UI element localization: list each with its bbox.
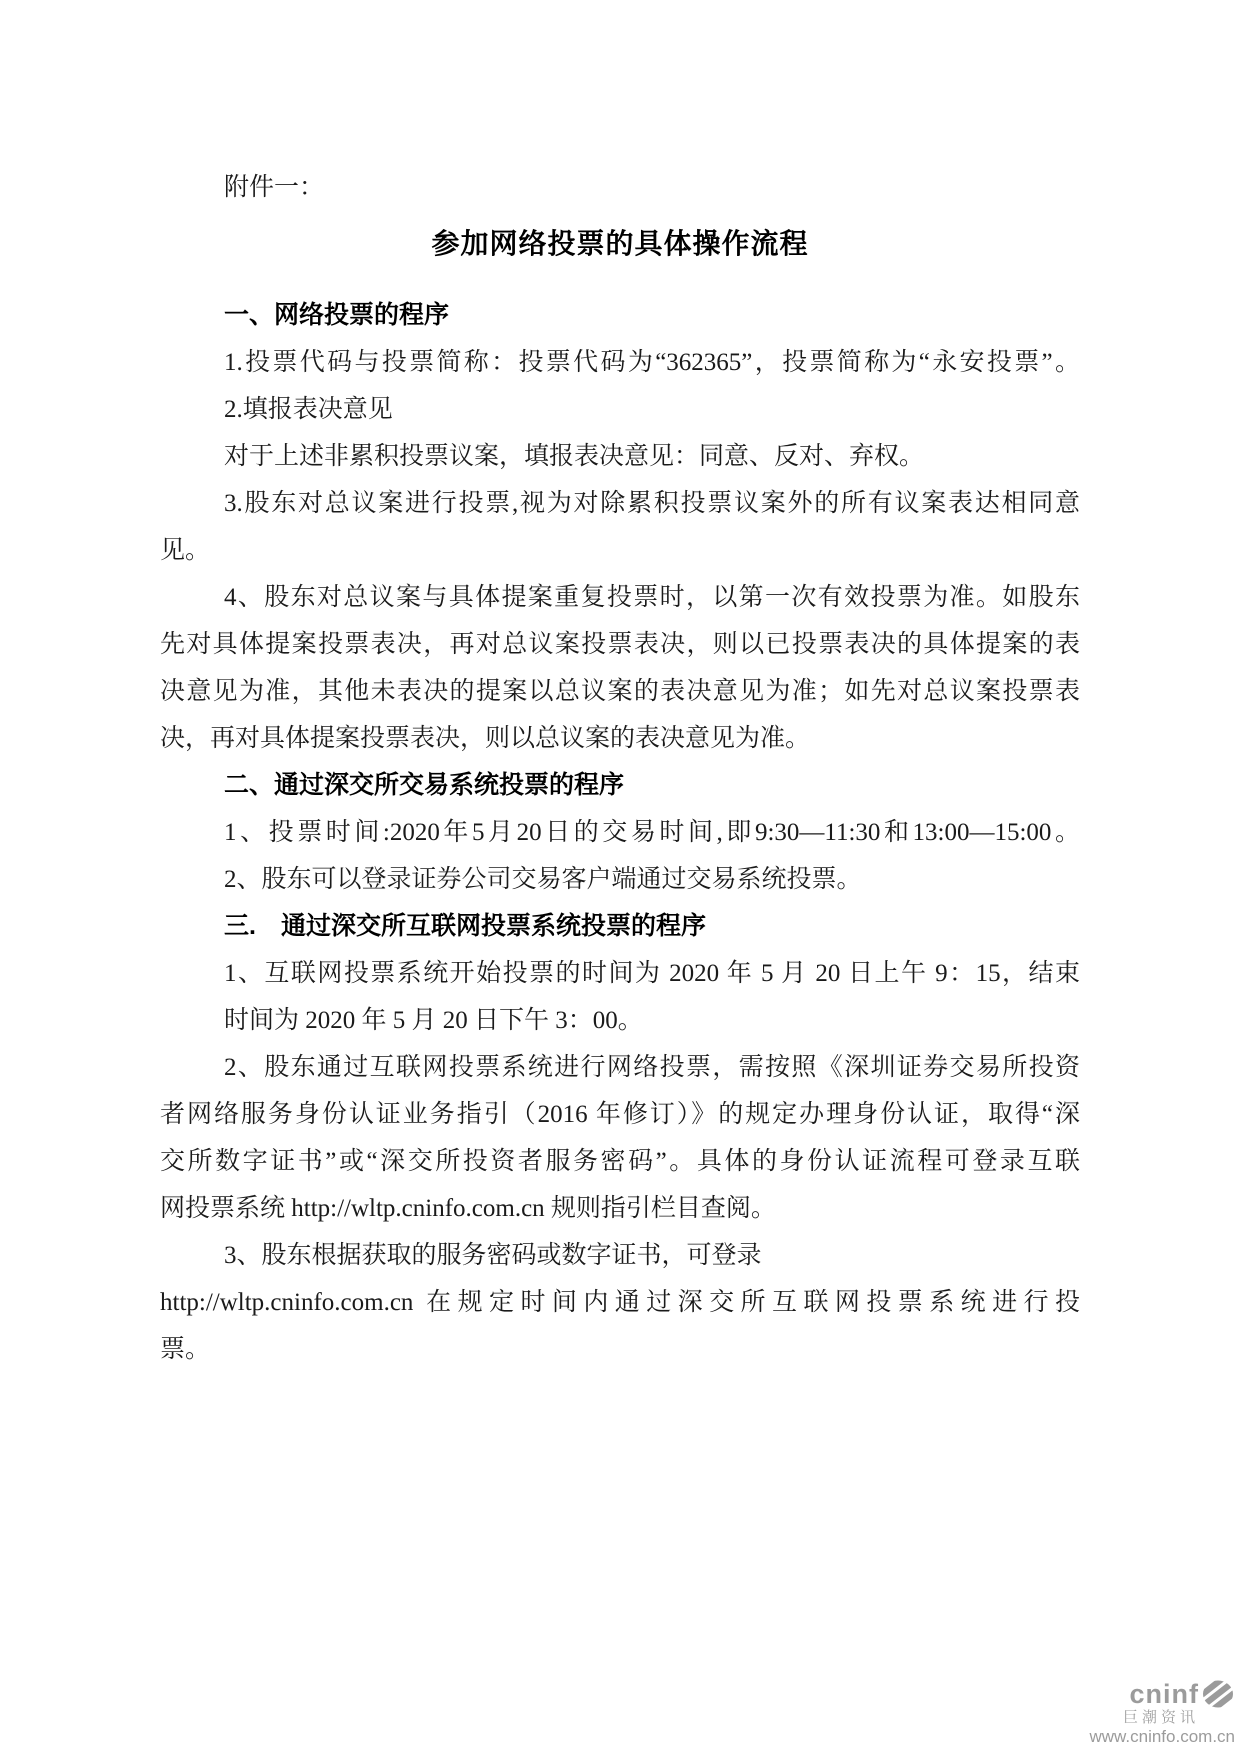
doc-line: 1、投票时间:2020年5月20日的交易时间,即9:30—11:30和13:00—15:00。 — [224, 819, 1080, 846]
section-heading-1: 一、网络投票的程序 — [224, 301, 450, 329]
cninfo-swirl-icon — [1201, 1679, 1235, 1709]
doc-line: 2、股东可以登录证券公司交易客户端通过交易系统投票。 — [224, 866, 862, 893]
document-body — [160, 292, 1080, 1373]
doc-line: 3、股东根据获取的服务密码或数字证书，可登录 — [224, 1242, 762, 1269]
doc-line: 见。 — [160, 537, 211, 564]
cninfo-url: www.cninfo.com.cn — [1089, 1727, 1235, 1747]
doc-line: 2、股东通过互联网投票系统进行网络投票，需按照《深圳证券交易所投资 — [224, 1054, 1080, 1081]
section-heading-3: 三. 通过深交所互联网投票系统投票的程序 — [224, 912, 706, 940]
doc-line: 1.投票代码与投票简称：投票代码为“362365”，投票简称为“永安投票”。 — [224, 349, 1080, 376]
doc-line: http://wltp.cninfo.com.cn 在规定时间内通过深交所互联网投票系统进行投 — [160, 1289, 1080, 1316]
doc-line: 先对具体提案投票表决，再对总议案投票表决，则以已投票表决的具体提案的表 — [160, 631, 1080, 658]
doc-line: 对于上述非累积投票议案，填报表决意见：同意、反对、弃权。 — [224, 443, 925, 470]
attachment-label: 附件一： — [224, 174, 325, 201]
cninfo-brand-text: cninf — [1129, 1679, 1199, 1710]
doc-line: 票。 — [160, 1336, 211, 1363]
cninfo-logo — [1015, 1679, 1235, 1746]
doc-line: 1、互联网投票系统开始投票的时间为 2020 年 5 月 20 日上午 9：15，结束 — [224, 960, 1080, 987]
doc-line: 者网络服务身份认证业务指引（2016 年修订）》的规定办理身份认证，取得“深 — [160, 1101, 1080, 1128]
doc-line: 决，再对具体提案投票表决，则以总议案的表决意见为准。 — [160, 725, 811, 752]
doc-line: 交所数字证书”或“深交所投资者服务密码”。具体的身份认证流程可登录互联 — [160, 1148, 1080, 1175]
section-heading-2: 二、通过深交所交易系统投票的程序 — [224, 771, 625, 799]
doc-line: 4、股东对总议案与具体提案重复投票时，以第一次有效投票为准。如股东 — [224, 584, 1080, 611]
cninfo-chinese-name: 巨潮资讯 — [1122, 1709, 1199, 1727]
doc-line: 网投票系统 http://wltp.cninfo.com.cn 规则指引栏目查阅。 — [160, 1195, 776, 1222]
doc-line: 决意见为准，其他未表决的提案以总议案的表决意见为准；如先对总议案投票表 — [160, 678, 1080, 705]
doc-line: 时间为 2020 年 5 月 20 日下午 3：00。 — [224, 1007, 643, 1034]
doc-line: 3.股东对总议案进行投票,视为对除累积投票议案外的所有议案表达相同意 — [224, 490, 1080, 517]
page-title: 参加网络投票的具体操作流程 — [431, 229, 809, 260]
doc-line: 2.填报表决意见 — [224, 396, 393, 423]
